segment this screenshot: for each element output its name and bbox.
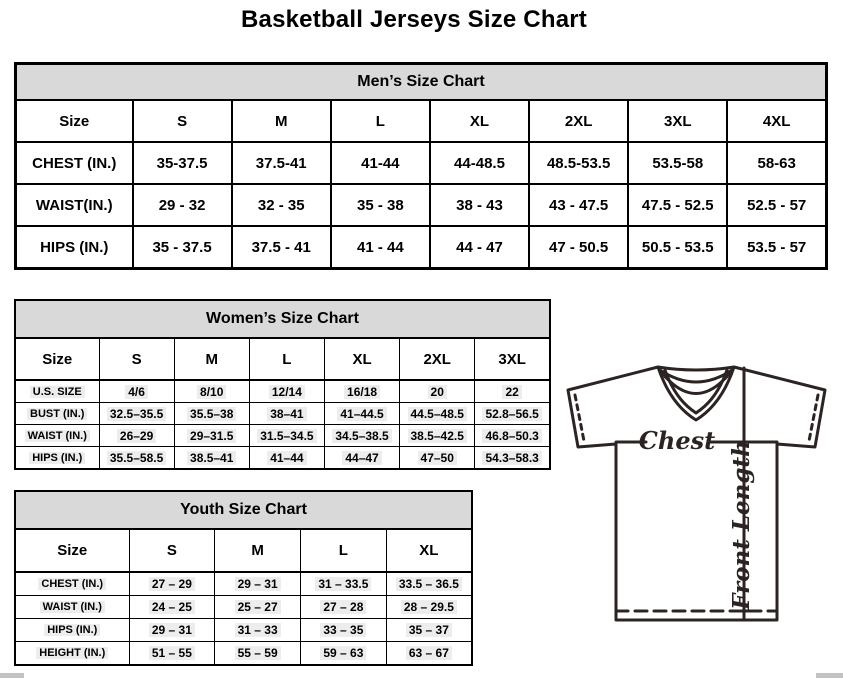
size-column-header: 4XL [727, 100, 826, 142]
size-range-value-text: 35 - 37.5 [152, 238, 212, 256]
size-range-value-text: 12/14 [269, 385, 305, 399]
size-range-value-text: 38.5–42.5 [408, 429, 467, 443]
size-range-value-text: 33 – 35 [320, 623, 366, 637]
youth-table-header-row [15, 529, 472, 572]
size-range-value [249, 425, 324, 447]
size-range-value-text: 4/6 [125, 385, 148, 399]
mens-table-title-row [16, 64, 827, 101]
table-row [16, 142, 827, 184]
measurement-row-label [15, 596, 129, 619]
jersey-measurement-diagram [553, 352, 843, 642]
size-range-value-text: 48.5-53.5 [546, 154, 611, 172]
size-range-value [174, 403, 249, 425]
size-range-value [331, 226, 430, 269]
size-range-value-text: 29 – 31 [149, 623, 195, 637]
size-range-value [249, 403, 324, 425]
size-range-value-text: 38–41 [267, 407, 306, 421]
size-range-value [129, 596, 215, 619]
size-range-value [133, 142, 232, 184]
size-range-value-text: 63 – 67 [406, 646, 452, 660]
size-range-value [529, 142, 628, 184]
size-range-value [301, 572, 387, 596]
size-range-value [386, 596, 472, 619]
size-range-value-text: 37.5-41 [255, 154, 307, 172]
size-range-value [529, 184, 628, 226]
womens-table-title-row [15, 300, 550, 338]
size-column-header: XL [386, 529, 472, 572]
size-column-header: M [215, 529, 301, 572]
size-range-value [727, 184, 826, 226]
size-range-value [430, 142, 529, 184]
size-range-value-text: 52.5 - 57 [747, 196, 807, 214]
size-range-value [386, 572, 472, 596]
table-row [15, 596, 472, 619]
size-range-value [475, 425, 550, 447]
size-range-value-text: 37.5 - 41 [251, 238, 311, 256]
measurement-row-label-text: HIPS (IN.) [44, 624, 100, 636]
size-range-value [400, 447, 475, 470]
horizontal-scrollbar-thumb-left[interactable] [0, 673, 24, 678]
size-range-value [324, 425, 399, 447]
measurement-row-label-text: U.S. SIZE [30, 386, 85, 398]
mens-table-header-row [16, 100, 827, 142]
size-range-value-text: 52.8–56.5 [482, 407, 541, 421]
size-range-value-text: 32.5–35.5 [107, 407, 166, 421]
jersey-outline [568, 367, 825, 620]
size-range-value [133, 184, 232, 226]
size-range-value [324, 403, 399, 425]
size-range-value-text: 55 – 59 [235, 646, 281, 660]
size-range-value [129, 642, 215, 666]
size-column-header: 2XL [529, 100, 628, 142]
size-range-value-text: 33.5 – 36.5 [396, 577, 462, 591]
size-range-value [129, 572, 215, 596]
measurement-row-label [15, 425, 99, 447]
size-range-value [400, 403, 475, 425]
size-range-value [430, 184, 529, 226]
size-range-value [727, 226, 826, 269]
womens-table-header-row [15, 338, 550, 380]
size-range-value [727, 142, 826, 184]
size-range-value-text: 32 - 35 [257, 196, 305, 214]
size-range-value [99, 447, 174, 470]
measurement-row-label [15, 619, 129, 642]
size-range-value [331, 142, 430, 184]
table-row [15, 403, 550, 425]
measurement-row-label-text: CHEST (IN.) [32, 154, 117, 172]
size-range-value-text: 44.5–48.5 [408, 407, 467, 421]
front-length-label: Front Length [728, 440, 755, 610]
size-column-header: 3XL [628, 100, 727, 142]
size-range-value-text: 35-37.5 [156, 154, 208, 172]
collar-band-arc-1 [660, 370, 732, 382]
size-range-value-text: 35 – 37 [406, 623, 452, 637]
womens-table-title: Women’s Size Chart [15, 300, 550, 338]
size-range-value-text: 54.3–58.3 [482, 451, 541, 465]
size-column-header: M [174, 338, 249, 380]
size-range-value-text: 44 - 47 [456, 238, 503, 256]
size-range-value-text: 29 – 31 [235, 577, 281, 591]
size-range-value-text: 58-63 [757, 154, 796, 172]
size-range-value [628, 142, 727, 184]
size-range-value-text: 38 - 43 [456, 196, 503, 214]
horizontal-scrollbar-thumb-right[interactable] [816, 673, 843, 678]
table-row [15, 572, 472, 596]
size-range-value-text: 43 - 47.5 [549, 196, 609, 214]
size-range-value-text: 51 – 55 [149, 646, 195, 660]
size-column-header: M [232, 100, 331, 142]
size-range-value [475, 403, 550, 425]
size-range-value [174, 447, 249, 470]
size-range-value-text: 35 - 38 [357, 196, 404, 214]
size-range-value-text: 41–44.5 [337, 407, 386, 421]
size-corner-header: Size [15, 338, 99, 380]
page-title: Basketball Jerseys Size Chart [241, 6, 587, 33]
size-range-value-text: 59 – 63 [320, 646, 366, 660]
size-range-value-text: 31 – 33.5 [315, 577, 371, 591]
size-range-value-text: 47.5 - 52.5 [641, 196, 714, 214]
size-range-value [400, 425, 475, 447]
youth-table-title-row [15, 491, 472, 529]
youth-size-table [14, 490, 473, 666]
measurement-row-label-text: WAIST (IN.) [40, 601, 105, 613]
size-range-value-text: 46.8–50.3 [482, 429, 541, 443]
measurement-row-label-text: HIPS (IN.) [29, 452, 85, 464]
size-range-value-text: 31.5–34.5 [257, 429, 316, 443]
size-column-header: S [133, 100, 232, 142]
size-column-header: XL [430, 100, 529, 142]
measurement-row-label-text: WAIST (IN.) [25, 430, 90, 442]
size-range-value-text: 41-44 [361, 154, 400, 172]
size-range-value-text: 31 – 33 [235, 623, 281, 637]
size-range-value [215, 596, 301, 619]
mens-table-title: Men’s Size Chart [16, 64, 827, 101]
size-range-value [249, 447, 324, 470]
measurement-row-label [15, 572, 129, 596]
size-range-value-text: 41 - 44 [357, 238, 404, 256]
size-range-value-text: 24 – 25 [149, 600, 195, 614]
size-range-value-text: 26–29 [117, 429, 156, 443]
size-corner-header: Size [16, 100, 133, 142]
size-range-value [301, 619, 387, 642]
size-range-value-text: 50.5 - 53.5 [641, 238, 714, 256]
size-range-value [400, 380, 475, 403]
table-row [15, 447, 550, 470]
measurement-row-label [16, 142, 133, 184]
size-range-value [232, 226, 331, 269]
size-range-value-text: 53.5 - 57 [747, 238, 807, 256]
measurement-row-label [16, 226, 133, 269]
size-corner-header: Size [15, 529, 129, 572]
size-range-value [232, 184, 331, 226]
size-range-value [324, 447, 399, 470]
measurement-row-label-text: HIPS (IN.) [40, 238, 109, 256]
size-range-value [331, 184, 430, 226]
size-range-value [215, 572, 301, 596]
size-column-header: 2XL [400, 338, 475, 380]
size-range-value [99, 425, 174, 447]
size-range-value [386, 619, 472, 642]
size-range-value [301, 642, 387, 666]
measurement-row-label [15, 403, 99, 425]
size-column-header: XL [324, 338, 399, 380]
size-range-value [99, 380, 174, 403]
size-range-value [249, 380, 324, 403]
size-range-value-text: 41–44 [267, 451, 306, 465]
measurement-row-label [15, 642, 129, 666]
size-range-value-text: 35.5–58.5 [107, 451, 166, 465]
table-row [15, 425, 550, 447]
measurement-row-label [16, 184, 133, 226]
size-range-value [475, 380, 550, 403]
size-range-value [324, 380, 399, 403]
mens-size-table [14, 62, 828, 270]
size-range-value [99, 403, 174, 425]
size-range-value-text: 22 [502, 385, 521, 399]
size-range-value [529, 226, 628, 269]
size-range-value [133, 226, 232, 269]
size-range-value-text: 16/18 [344, 385, 380, 399]
size-range-value-text: 29–31.5 [187, 429, 236, 443]
size-column-header: 3XL [475, 338, 550, 380]
size-range-value-text: 27 – 28 [320, 600, 366, 614]
table-row [15, 380, 550, 403]
table-row [16, 184, 827, 226]
size-range-value-text: 28 – 29.5 [401, 600, 457, 614]
size-range-value-text: 25 – 27 [235, 600, 281, 614]
size-range-value-text: 8/10 [197, 385, 226, 399]
table-row [16, 226, 827, 269]
measurement-row-label [15, 380, 99, 403]
measurement-row-label-text: BUST (IN.) [27, 408, 87, 420]
size-range-value-text: 29 - 32 [158, 196, 206, 214]
size-range-value [174, 425, 249, 447]
size-range-value-text: 34.5–38.5 [332, 429, 391, 443]
table-row [15, 642, 472, 666]
size-range-value [430, 226, 529, 269]
size-range-value [475, 447, 550, 470]
size-column-header: S [129, 529, 215, 572]
chest-label: Chest [638, 426, 716, 455]
size-range-value-text: 38.5–41 [187, 451, 236, 465]
size-range-value [386, 642, 472, 666]
size-range-value [628, 226, 727, 269]
size-range-value [628, 184, 727, 226]
size-range-value [232, 142, 331, 184]
size-range-value-text: 20 [428, 385, 447, 399]
size-column-header: L [301, 529, 387, 572]
size-range-value-text: 44-48.5 [454, 154, 505, 172]
size-column-header: L [331, 100, 430, 142]
measurement-row-label-text: HEIGHT (IN.) [36, 647, 108, 659]
size-range-value-text: 44–47 [342, 451, 381, 465]
size-range-value-text: 27 – 29 [149, 577, 195, 591]
size-range-value [215, 619, 301, 642]
size-range-value [174, 380, 249, 403]
size-range-value [301, 596, 387, 619]
size-range-value [129, 619, 215, 642]
measurement-row-label-text: CHEST (IN.) [38, 578, 106, 590]
size-range-value [215, 642, 301, 666]
size-range-value-text: 47–50 [418, 451, 457, 465]
size-range-value-text: 47 - 50.5 [549, 238, 609, 256]
size-column-header: S [99, 338, 174, 380]
table-row [15, 619, 472, 642]
measurement-row-label [15, 447, 99, 470]
womens-size-table [14, 299, 551, 470]
youth-table-title: Youth Size Chart [15, 491, 472, 529]
size-column-header: L [249, 338, 324, 380]
size-range-value-text: 35.5–38 [187, 407, 236, 421]
measurement-row-label-text: WAIST(IN.) [35, 196, 113, 214]
size-range-value-text: 53.5-58 [652, 154, 704, 172]
